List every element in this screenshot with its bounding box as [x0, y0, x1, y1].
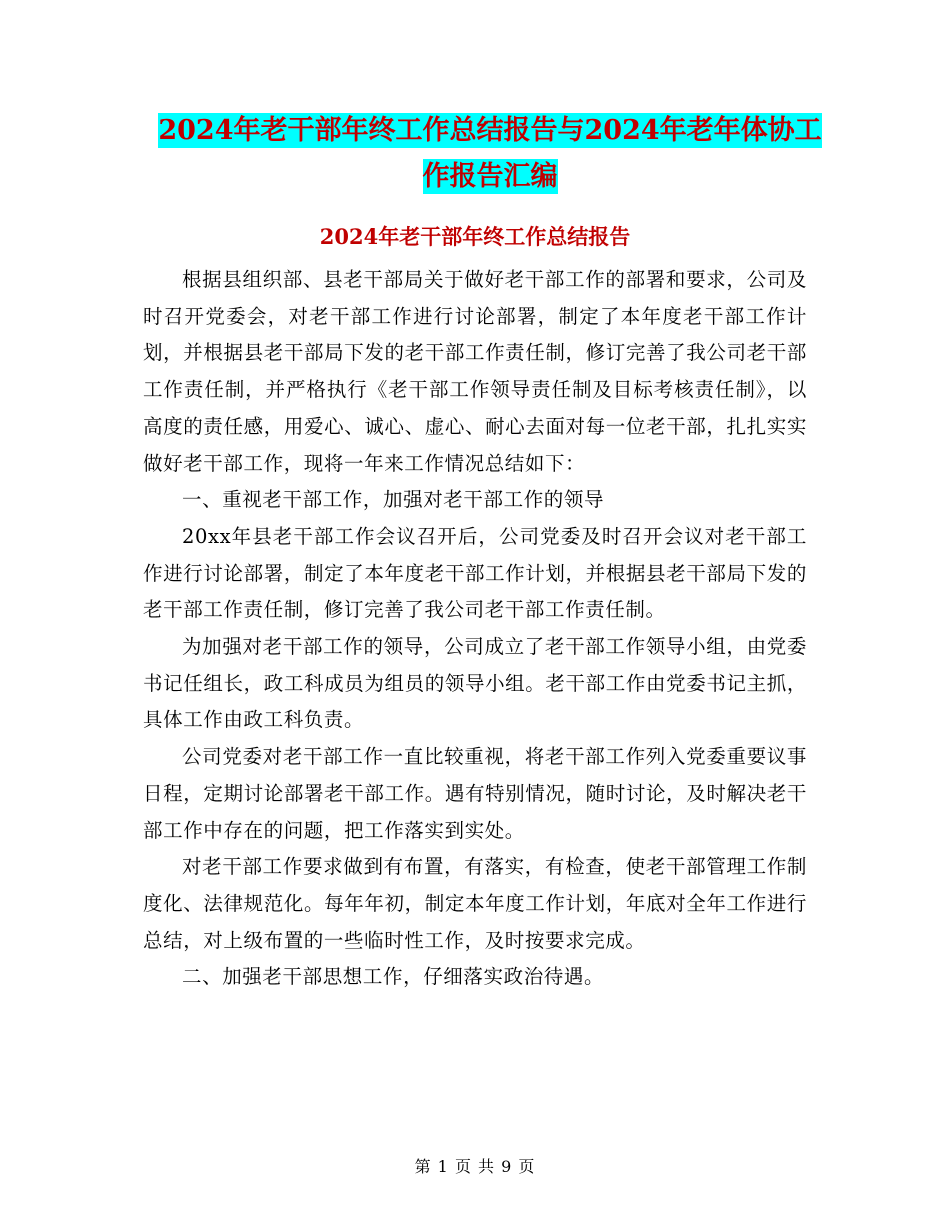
paragraph: 对老干部工作要求做到有布置，有落实，有检查，使老干部管理工作制度化、法律规范化。每年年初，制定本年度工作计划，年底对全年工作进行总结，对上级布置的一些临时性工作，及时按要求完成。	[143, 855, 807, 952]
heading-section-2: 二、加强老干部思想工作，仔细落实政治待遇。	[182, 965, 605, 989]
paragraph: 公司党委对老干部工作一直比较重视，将老干部工作列入党委重要议事日程，定期讨论部署老干部工作。遇有特别情况，随时讨论，及时解决老干部工作中存在的问题，把工作落实到实处。	[143, 745, 807, 842]
paragraph: 为加强对老干部工作的领导，公司成立了老干部工作领导小组，由党委书记任组长，政工科成员为组员的领导小组。老干部工作由党委书记主抓，具体工作由政工科负责。	[143, 635, 807, 732]
heading-section-1: 一、重视老干部工作，加强对老干部工作的领导	[182, 488, 605, 512]
document-title-line-1: 2024年老干部年终工作总结报告与2024年老年体协工	[158, 115, 822, 146]
paragraph-intro: 根据县组织部、县老干部局关于做好老干部工作的部署和要求，公司及时召开党委会，对老干部工作进行讨论部署，制定了本年度老干部工作计划，并根据县老干部局下发的老干部工作责任制，修订完善了我公司老干部工作责任制，并严格执行《老干部工作领导责任制及目标考核责任制》，以高度的责任感，用爱心、诚心、虚心、耐心去面对每一位老干部，扎扎实实做好老干部工作，现将一年来工作情况总结如下：	[143, 268, 807, 475]
paragraph: 20xx年县老干部工作会议召开后，公司党委及时召开会议对老干部工作进行讨论部署，制定了本年度老干部工作计划，并根据县老干部局下发的老干部工作责任制，修订完善了我公司老干部工作责任制。	[143, 524, 807, 622]
document-title-line-2: 作报告汇编	[422, 161, 558, 192]
document-title	[140, 108, 840, 200]
page-footer: 第 1 页 共 9 页	[414, 1157, 536, 1176]
document-body	[143, 262, 807, 996]
section-title: 2024年老干部年终工作总结报告	[319, 224, 631, 249]
